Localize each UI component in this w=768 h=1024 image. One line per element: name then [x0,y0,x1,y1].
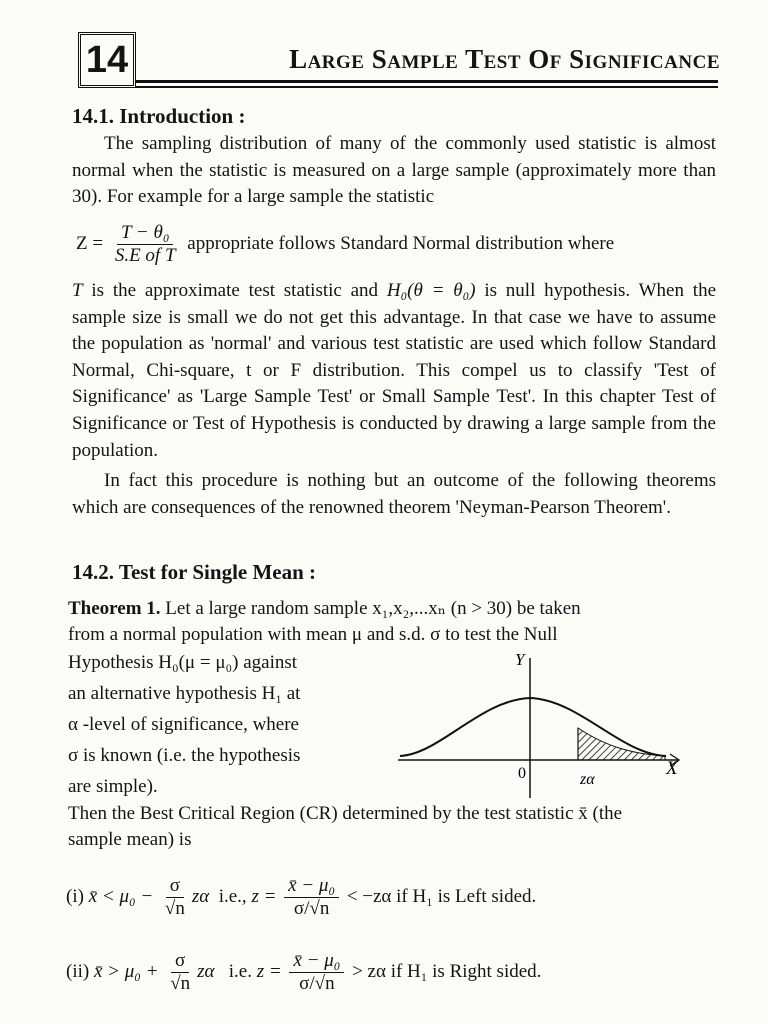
critical-region-line-2: sample mean) is [68,829,192,850]
critical-region-line-1: Then the Best Critical Region (CR) determined by the test statistic x̄ (the [68,803,623,824]
formula-numerator: T − θ₀ [117,222,173,245]
x-axis-label: X [666,758,678,779]
formula-fraction [111,222,180,267]
theorem-left-line: Hypothesis H₀(μ = μ₀) against [68,652,298,673]
formula-lhs: Z = [76,232,104,254]
theorem-left-line: an alternative hypothesis H₁ at [68,683,301,704]
theorem-left-line: α -level of significance, where [68,714,299,735]
eq2-sigma-fraction: $\frac{\sigma}{√n}$ [170,950,191,994]
intro-paragraph-3: In fact this procedure is nothing but an outcome of the following theorems which are consequences of the renowned theorem 'Neyman-Pearson Theorem'. [72,470,716,518]
y-axis-label: Y [515,650,525,669]
section-heading-single-mean: 14.2. Test for Single Mean : [72,560,317,584]
normal-curve-graph [380,650,700,800]
theorem-line-1: Theorem 1. Let a large random sample x₁,x₂,...xₙ (n > 30) be taken [68,598,581,619]
theorem-left-line: are simple). [68,776,158,797]
equation-left-sided: (i) x̄ < μ₀ − $\frac{\sigma}{√n}$ zα i.e., z = $\frac{\text{x̄ − μ₀}}{\sigma/√n}$ < −zα if H₁ is Left sided. [66,875,537,919]
intro-paragraph-2: T is the approximate test statistic and H₀(θ = θ₀) is null hypothesis. When the sample size is small we do not get this advantage. In that case we have to assume the population as 'normal' and various test statistic are used which follow Standard Normal, Chi-square, t or F distribution. This compel us to classify 'Test of Significance' as 'Large Sample Test' or Small Sample Test'. In this chapter Test of Significance or Test of Hypothesis is conducted by drawing a large sample from the population. [72,280,716,461]
theorem-left-column [68,647,368,802]
eq2-z-fraction: $\frac{\text{x̄ − μ₀}}{\sigma/√n}$ [289,950,344,995]
chapter-title: Large Sample Test Of Significance [289,44,720,74]
header-rule-thin [136,86,718,88]
formula-denominator: S.E of T [114,245,176,266]
section-heading-introduction: 14.1. Introduction : [72,104,246,128]
origin-label: 0 [518,765,526,782]
equation-right-sided: (ii) x̄ > μ₀ + $\frac{\sigma}{√n}$ zα i.e. z = $\frac{\text{x̄ − μ₀}}{\sigma/√n}$ > zα if H₁ is Right sided. [66,950,542,994]
theorem-left-line: σ is known (i.e. the hypothesis [68,745,301,766]
z-formula-line [76,222,614,267]
eq1-sigma-fraction: $\frac{\sigma}{√n}$ [164,875,185,919]
intro-paragraph-1: The sampling distribution of many of the commonly used statistic is almost normal when the statistic is measured on a large sample (approximately more than 30). For example for a large sample the statistic [72,133,716,208]
theorem-line-2: from a normal population with mean μ and s.d. σ to test the Null [68,624,558,645]
eq1-z-fraction: $\frac{\text{x̄ − μ₀}}{\sigma/√n}$ [284,875,339,920]
critical-value-label: zα [580,771,595,788]
formula-tail-text: appropriate follows Standard Normal distribution where [187,232,615,254]
header-rule-thick [136,80,718,83]
critical-region-hatch [578,728,665,760]
theorem-label: Theorem 1. [68,598,161,619]
chapter-number-box: 14 [78,32,136,88]
normal-curve [400,698,666,756]
